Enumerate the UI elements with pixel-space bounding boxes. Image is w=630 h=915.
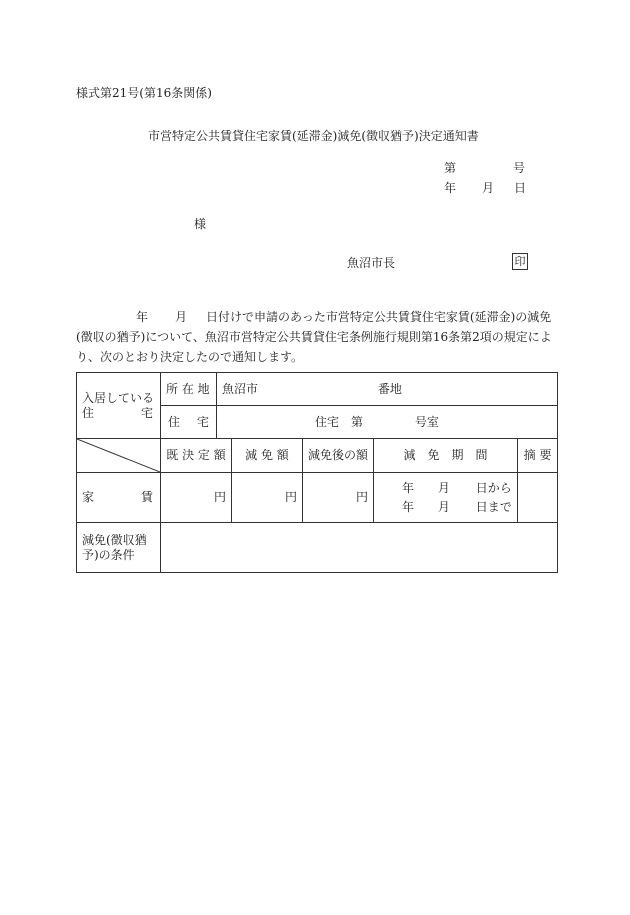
col-after-header: 減免後の額 (303, 439, 374, 473)
location-label-cell (161, 373, 217, 406)
house-value-cell (217, 406, 558, 439)
house-label-cell (161, 406, 217, 439)
date-year-label: 年 (444, 181, 457, 195)
house-number-suffix: 号室 (414, 414, 439, 429)
rent-label-cell (77, 473, 161, 523)
period-from-month: 月 (437, 480, 450, 495)
date-month-label: 月 (482, 181, 495, 195)
rent-label-char1: 家 (82, 490, 95, 504)
yen-unit: 円 (213, 490, 226, 504)
period-to-year: 年 (402, 499, 415, 514)
body-text-line1: 日付けで申請のあった市営特定公共賃貸住宅家賃(延滞金)の減免 (206, 310, 552, 324)
period-to-month: 月 (437, 499, 450, 514)
number-prefix: 第 (444, 161, 457, 175)
house-number-prefix: 住宅 第 (315, 414, 364, 429)
location-value-cell (217, 373, 558, 406)
addressee-suffix: 様 (194, 217, 207, 231)
body-month-label: 月 (175, 310, 188, 324)
body-text-line3: り、次のとおり決定したので通知します。 (76, 350, 304, 364)
decided-amount-cell (161, 473, 232, 523)
col-period-header: 減 免 期 間 (374, 439, 518, 473)
resident-label-char1: 住 (82, 405, 95, 420)
reduction-amount-cell (232, 473, 303, 523)
body-text-line2: (徴収の猶予)について、魚沼市営特定公共賃貸住宅条例施行規則第16条第2項の規定によ (76, 330, 552, 344)
resident-label-char2: 宅 (140, 405, 153, 420)
condition-label-line2: 予)の条件 (82, 547, 135, 562)
body-year-label: 年 (136, 310, 149, 324)
after-amount-cell (303, 473, 374, 523)
location-label: 所 在 地 (166, 381, 210, 396)
diagonal-line (77, 439, 160, 472)
resident-label-line1: 入居している (82, 390, 155, 405)
location-banchi: 番地 (377, 381, 402, 396)
condition-value-cell (161, 523, 558, 573)
details-table (76, 372, 558, 573)
period-cell (374, 473, 518, 523)
remarks-cell (518, 473, 558, 523)
resident-label-cell (77, 373, 161, 439)
period-to-day: 日まで (475, 499, 512, 514)
col-reduction-header: 減 免 額 (232, 439, 303, 473)
document-title: 市営特定公共賃貸住宅家賃(延滞金)減免(徴収猶予)決定通知書 (148, 129, 479, 143)
rent-label-char2: 賃 (140, 490, 153, 504)
condition-label-cell (77, 523, 161, 573)
location-city: 魚沼市 (222, 381, 259, 396)
col-decided-header: 既 決 定 額 (161, 439, 232, 473)
period-from-year: 年 (402, 480, 415, 495)
form-number-label: 様式第21号(第16条関係) (76, 86, 212, 100)
house-label-char1: 住 (168, 414, 181, 429)
number-suffix: 号 (513, 161, 526, 175)
period-from-day: 日から (475, 480, 512, 495)
diagonal-corner-cell (77, 439, 161, 473)
col-remarks-header: 摘 要 (518, 439, 558, 473)
yen-unit: 円 (355, 490, 368, 504)
seal-mark: 印 (512, 253, 528, 270)
condition-label-line1: 減免(徴収猶 (82, 532, 147, 547)
house-label-char2: 宅 (196, 414, 209, 429)
date-day-label: 日 (514, 181, 527, 195)
issuer-name: 魚沼市長 (347, 256, 396, 270)
yen-unit: 円 (284, 490, 297, 504)
